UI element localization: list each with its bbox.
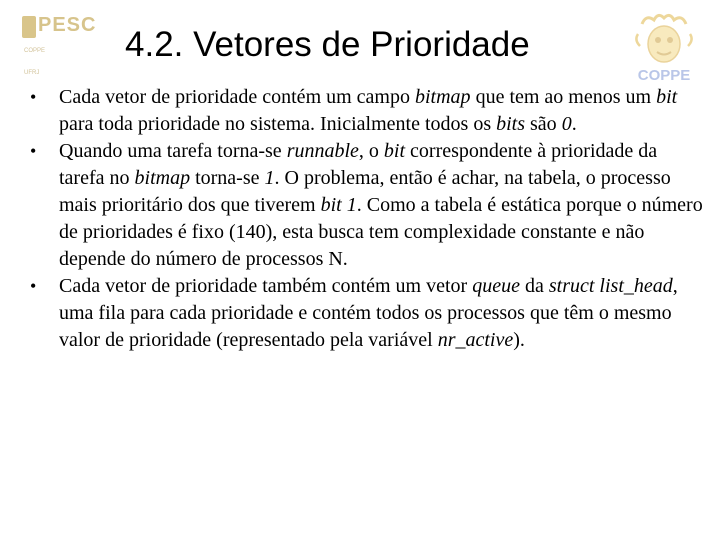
pesc-logo (22, 12, 97, 82)
slide-title: 4.2. Vetores de Prioridade (125, 25, 530, 64)
bullet-text-italic: queue (472, 275, 520, 297)
bullet-text: são (525, 113, 562, 135)
bullet-dot: • (30, 87, 37, 107)
bullet-text: correspondente à prioridade da tarefa no (59, 140, 658, 189)
bullet-list (30, 84, 705, 354)
bullet-text-italic: struct list_head (548, 275, 673, 297)
coppe-logo-text: COPPE (637, 67, 691, 84)
bullet-text-italic: bitmap (415, 86, 471, 108)
coppe-mascot-icon (636, 15, 691, 62)
bullet-text: , o (358, 140, 384, 162)
bullet-text: . O problema, então é achar, na tabela, o processo mais prioritário dos que tiverem (59, 167, 671, 216)
bullet-item (30, 84, 705, 138)
bullet-text-italic: nr_active (437, 329, 514, 351)
bullet-dot: • (30, 141, 37, 161)
bullet-text: torna-se (190, 167, 265, 189)
bullet-text-italic: bit (383, 140, 406, 162)
pesc-logo-line1: COPPE (24, 48, 46, 54)
bullet-item (30, 273, 705, 354)
bullet-text-italic: runnable (286, 140, 359, 162)
pesc-logo-text: PESC (38, 14, 97, 36)
bullet-text: para toda prioridade no sistema. Inicialmente todos os (59, 113, 497, 135)
bullet-text-italic: bits (496, 113, 526, 135)
bullet-text: , uma fila para cada prioridade e contém todos os processos que têm o mesmo valor de prioridade (representado pela variável (59, 275, 678, 351)
coppe-logo (632, 10, 696, 90)
bullet-text-italic: bit (656, 86, 678, 108)
bullet-text-italic: 1 (264, 167, 275, 189)
bullet-text: Cada vetor de prioridade contém um campo (59, 86, 415, 108)
pesc-logo-line2: UFRJ (24, 70, 40, 76)
bullet-text: . Como a tabela é estática porque o número de prioridades é fixo (140), esta busca tem complexidade constante e não depende do número de processos N. (59, 194, 703, 270)
bullet-text: que tem ao menos um (470, 86, 657, 108)
pesc-logo-mark (22, 16, 36, 38)
bullet-text: Quando uma tarefa torna-se (59, 140, 287, 162)
bullet-item (30, 138, 705, 273)
bullet-text-italic: bit 1 (320, 194, 357, 216)
bullet-text: ). (513, 329, 525, 351)
bullet-text-italic: 0 (561, 113, 572, 135)
bullet-text: da (519, 275, 549, 297)
bullet-dot: • (30, 276, 37, 296)
bullet-text: . (571, 113, 577, 135)
bullet-text-italic: bitmap (134, 167, 191, 189)
bullet-text: Cada vetor de prioridade também contém um vetor (59, 275, 473, 297)
